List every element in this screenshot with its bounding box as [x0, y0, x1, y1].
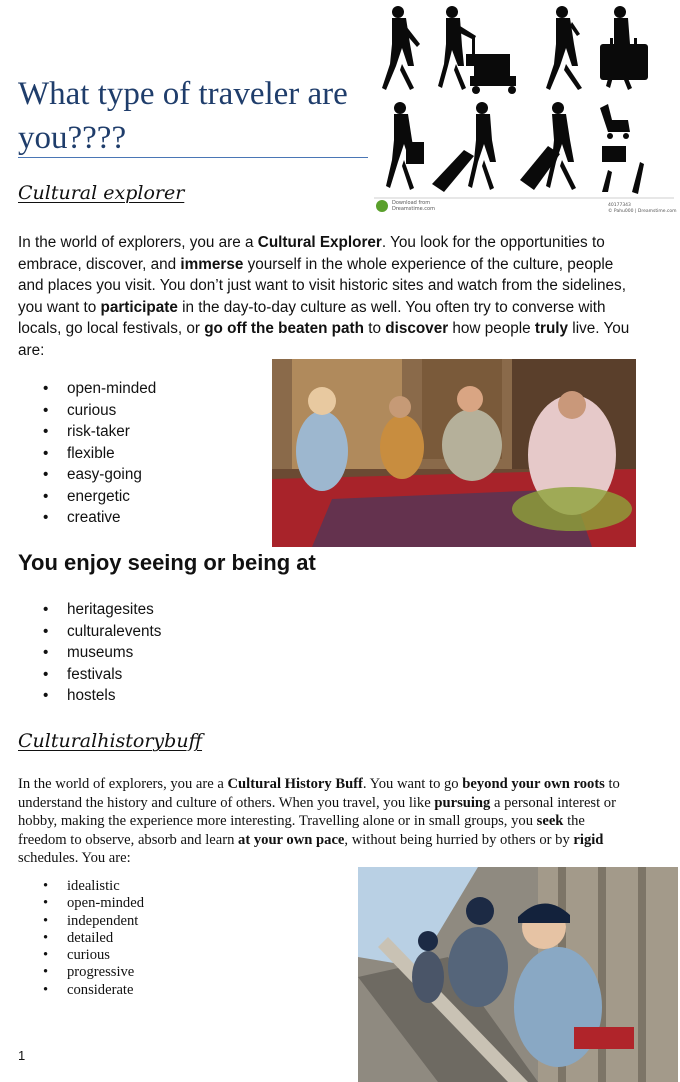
- list-item: • open-minded: [18, 895, 258, 912]
- list-item: • creative: [18, 507, 258, 529]
- body-text: to: [363, 320, 386, 337]
- enjoy-heading: You enjoy seeing or being at: [18, 550, 316, 575]
- list-item: • culturalevents: [18, 621, 258, 643]
- stock-copyright: © Pahu000 | Dreamstime.com: [608, 209, 677, 214]
- section-heading-cultural-history-buff: Culturalhistorybuff: [18, 730, 203, 752]
- list-item: • museums: [18, 642, 258, 664]
- list-item: • easy-going: [18, 464, 258, 486]
- emphasis-text: discover: [385, 320, 449, 337]
- emphasis-text: seek: [536, 813, 564, 829]
- list-item: • independent: [18, 913, 258, 930]
- body-text: to understand the history and culture of others. When you travel, you like: [18, 776, 620, 811]
- page-number: 1: [18, 1048, 26, 1063]
- emphasis-text: Cultural History Buff: [227, 776, 363, 792]
- list-item: • open-minded: [18, 378, 258, 400]
- cultural-history-buff-traits: [18, 878, 258, 999]
- list-item: • festivals: [18, 664, 258, 686]
- list-item: • hostels: [18, 685, 258, 707]
- list-item: • progressive: [18, 964, 258, 981]
- emphasis-text: Cultural Explorer: [257, 234, 382, 251]
- body-text: In the world of explorers, you are a: [18, 776, 228, 792]
- list-item: • heritagesites: [18, 599, 258, 621]
- list-item: • curious: [18, 400, 258, 422]
- emphasis-text: at your own pace: [238, 831, 345, 848]
- stock-credit: Download from: [392, 200, 431, 206]
- body-text: schedules. You are:: [18, 850, 131, 866]
- body-text: a personal interest or hobby, making the experience more interesting. Travelling alone or in small groups, you: [18, 794, 616, 829]
- body-text: live. You are:: [18, 320, 630, 359]
- stock-id: 40177343: [608, 203, 631, 208]
- body-text: In the world of explorers, you are a: [18, 234, 258, 251]
- body-text: . You want to go: [362, 776, 463, 792]
- cultural-explorer-traits: [18, 378, 258, 529]
- list-item: • curious: [18, 947, 258, 964]
- emphasis-text: pursuing: [434, 794, 491, 811]
- list-item: • idealistic: [18, 878, 258, 895]
- title-divider: [18, 157, 372, 158]
- cultural-explorer-paragraph: [18, 232, 630, 361]
- list-item: • flexible: [18, 443, 258, 465]
- emphasis-text: rigid: [573, 831, 604, 848]
- body-text: in the day-to-day culture as well. You often try to converse with locals, go local festivals, or: [18, 298, 606, 337]
- body-text: how people: [448, 320, 535, 337]
- emphasis-text: go off the beaten path: [204, 320, 364, 337]
- body-text: the freedom to observe, absorb and learn: [18, 813, 585, 848]
- cultural-gathering-photo: [272, 359, 636, 547]
- list-item: • energetic: [18, 486, 258, 508]
- traveler-silhouettes-image: [368, 0, 680, 218]
- cultural-history-buff-paragraph: [18, 775, 633, 868]
- list-item: • risk-taker: [18, 421, 258, 443]
- list-item: • detailed: [18, 930, 258, 947]
- emphasis-text: truly: [534, 320, 569, 337]
- list-item: • considerate: [18, 982, 258, 999]
- body-text: yourself in the whole experience of the culture, people and places you visit. You don’t just want to visit historic sites and watch from the sidelines, you want to: [18, 255, 626, 316]
- body-text: , without being hurried by others or by: [344, 831, 574, 848]
- section-heading-cultural-explorer: Cultural explorer: [18, 182, 185, 204]
- page-title: What type of traveler are you????: [18, 76, 348, 156]
- enjoy-list: [18, 599, 258, 707]
- emphasis-text: immerse: [180, 255, 244, 273]
- body-text: . You look for the opportunities to embrace, discover, and: [18, 234, 605, 273]
- emphasis-text: participate: [100, 298, 178, 316]
- emphasis-text: beyond your own roots: [462, 776, 605, 792]
- hikers-on-stairs-photo: [358, 867, 678, 1082]
- stock-site: Dreamstime.com: [392, 206, 435, 212]
